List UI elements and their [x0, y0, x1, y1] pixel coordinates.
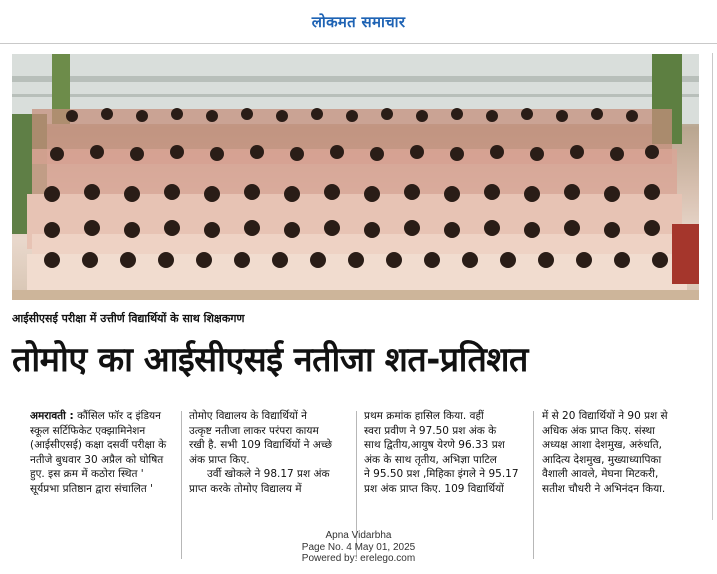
publication-name: Apna Vidarbha: [325, 530, 392, 541]
body-line: आदित्य देशमुख, मुख्याध्यापिका: [542, 453, 662, 466]
body-line: में से 20 विद्यार्थियों ने 90 प्रश से: [542, 410, 668, 422]
body-line: प्रथम क्रमांक हासिल किया. वहीं: [364, 410, 484, 422]
group-photo: [12, 54, 699, 300]
body-line: (आईसीएसई) कक्षा दसवीं परीक्षा के: [30, 439, 167, 452]
body-line: अंक प्राप्त किए.: [189, 453, 250, 466]
article-column-3: [364, 409, 526, 497]
body-line: अधिक अंक प्राप्त किए. संस्था: [542, 424, 655, 437]
page-and-date: Page No. 4 May 01, 2025: [301, 541, 416, 553]
body-line: वैशाली आवले, मेघना मिटकरी,: [542, 468, 659, 481]
body-line: ने 95.50 प्रश ,मिहिका इंगले ने 95.17: [364, 468, 519, 481]
dateline: अमरावती :: [30, 410, 74, 422]
body-line: प्रश अंक प्राप्त किए. 109 विद्यार्थियों: [364, 482, 504, 495]
headline: तोमोए का आईसीएसई नतीजा शत-प्रतिशत: [12, 340, 528, 380]
body-line: उर्वी खोकले ने 98.17 प्रश अंक: [207, 468, 330, 481]
body-line: स्कूल सर्टिफिकेट एक्झामिनेशन: [30, 424, 146, 437]
body-line: स्वरा प्रवीण ने 97.50 प्रश अंक के: [364, 424, 497, 437]
masthead: [0, 0, 717, 44]
article-border: [712, 53, 713, 520]
body-line: हुए. इस क्रम में कठोरा स्थित ': [30, 468, 144, 481]
body-line: तोमोए विद्यालय के विद्यार्थियों ने: [189, 410, 307, 422]
masthead-title: लोकमत समाचार: [311, 13, 406, 31]
article-column-2: [189, 409, 346, 497]
page-footer: [0, 530, 717, 565]
powered-by-link[interactable]: Powered by: erelego.com: [301, 553, 416, 564]
masthead-divider: [0, 43, 717, 44]
group-photo-illustration: [12, 54, 699, 300]
news-article: [0, 45, 717, 520]
body-line: अध्यक्ष आशा देशमुख, अरुंधति,: [542, 439, 662, 452]
body-line: अंक के साथ तृतीय, अभिज्ञा पाटिल: [364, 453, 497, 466]
photo-caption: आईसीएसई परीक्षा में उत्तीर्ण विद्यार्थियों के साथ शिक्षकगण: [12, 312, 245, 325]
body-line: सतीश चौधरी ने अभिनंदन किया.: [542, 482, 666, 495]
body-line: प्राप्त करके तोमोए विद्यालय में: [189, 482, 302, 495]
article-column-4: [542, 409, 702, 497]
body-line: साथ द्वितीय,आयुष येरणे 96.33 प्रश: [364, 439, 505, 452]
body-line: उत्कृष्ट नतीजा लाकर परंपरा कायम: [189, 424, 319, 437]
article-column-1: [30, 409, 175, 497]
body-line: कौंसिल फॉर द इंडियन: [77, 410, 161, 422]
body-line: सूर्यप्रभा प्रतिष्ठान द्वारा संचालित ': [30, 482, 153, 495]
body-line: रखी है. सभी 109 विद्यार्थियों ने अच्छे: [189, 439, 332, 452]
body-line: नतीजे बुधवार 30 अप्रैल को घोषित: [30, 453, 164, 466]
